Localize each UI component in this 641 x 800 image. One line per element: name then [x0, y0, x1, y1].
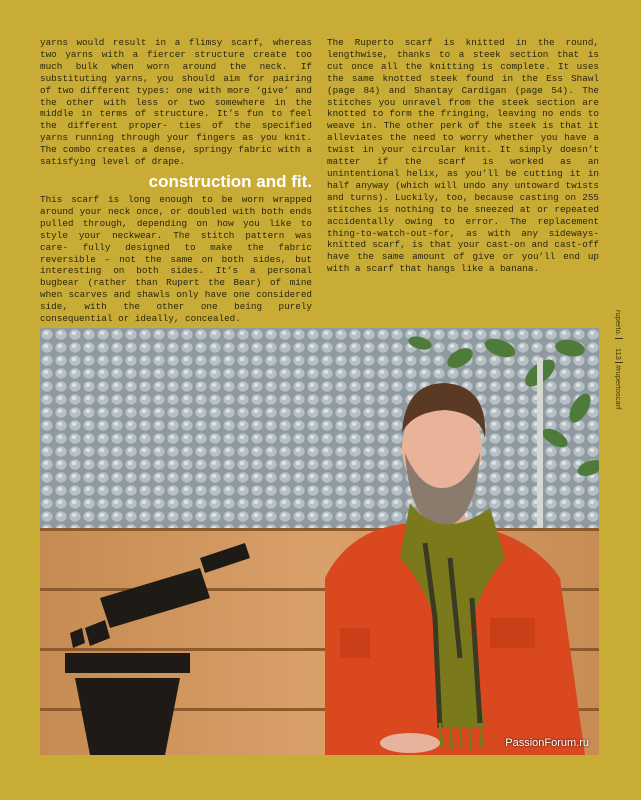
text-line: lengthwise, thanks to a steek section that is: [327, 48, 599, 60]
text-line: springy fabric with a satisfying level of drape.: [40, 144, 312, 168]
text-line: twists and turns). Luckily, too, because: [327, 179, 599, 203]
text-line: you have a twist in your circular knit.: [327, 132, 599, 156]
text-line: not the same on both sides, but interesting on: [40, 253, 312, 277]
wall-pipe: [537, 358, 543, 528]
text-line: ties of the specified yarns running through your: [40, 120, 312, 144]
text-line: with any sideways-knitted scarf, is that your: [327, 227, 599, 251]
page-sidebar: [614, 300, 624, 430]
text-line: cut once all the knitting is complete. It uses: [327, 60, 599, 72]
text-line: The replacement thing-to-watch-out-for, as: [327, 215, 600, 239]
photo-man-in-scarf: [40, 328, 599, 755]
text-line: like a banana.: [460, 263, 540, 275]
text-line: casting on 255 stitches is nothing to be sneezed: [327, 191, 600, 215]
section-heading: construction and fit.: [148, 171, 312, 191]
left-para-1: [40, 37, 312, 168]
text-line: bulk when worn around the neck. If substituting: [40, 60, 312, 84]
text-line: The stitches you unravel from the steek section: [327, 84, 599, 108]
text-line: The Ruperto scarf is knitted in the round,: [327, 37, 599, 48]
sidebar-brand: ruperto.: [614, 310, 623, 336]
text-line: as an unintentional helix, as you’ll be cutting: [327, 156, 599, 179]
text-line: fingers as you knit. The combo creates a dense,: [40, 132, 312, 156]
text-line: at or repeated accidentally owing to error.: [327, 203, 599, 227]
sidebar-divider: [615, 362, 623, 363]
text-line: structure. It’s fun to feel the different proper-: [40, 108, 312, 132]
text-line: give or you’ll end up with a scarf that hangs: [327, 251, 599, 275]
photo-illustration: [40, 328, 599, 755]
text-line: pulled through, depending on how you like to: [40, 217, 312, 229]
text-line: are knotted to form the fringing, leaving no: [327, 96, 599, 120]
sidebar-hashtag: #rupertoscarf: [614, 365, 623, 410]
text-line: both sides. It’s a personal bugbear (rather than: [40, 265, 312, 289]
left-para-2: [40, 194, 312, 325]
text-line: less or two somewhere in the middle in terms of: [40, 96, 312, 120]
bubble-wall: [40, 328, 599, 528]
left-column: [40, 37, 312, 325]
text-line: (page 84) and Shantay Cardigan (page 54).: [327, 84, 574, 96]
text-line: types: one with more ‘give’ and the other with: [40, 84, 312, 108]
sidebar-divider: [615, 338, 623, 339]
text-line: yarns would result in a flimsy scarf, whereas two: [40, 37, 312, 60]
text-line: being purely consequential or ideally, concealed.: [40, 301, 312, 325]
text-line: yarns, you should aim for pairing of two different: [40, 72, 312, 96]
right-column: [327, 37, 599, 275]
text-line: This scarf is long enough to be worn wrapped: [40, 193, 312, 205]
text-line: ends to weave in. The other perk of the steek is: [327, 108, 599, 132]
text-line: the same knotted steek found in the Ess Shawl: [327, 72, 599, 84]
text-line: It simply doesn’t matter if the scarf is worked: [327, 144, 599, 168]
text-line: only have one considered side, with the other one: [40, 289, 312, 313]
text-line: cast-on and cast-off have the same amount of: [327, 239, 599, 263]
text-line: that it alleviates the need to worry whether: [327, 120, 599, 144]
watermark: PassionForum.ru: [505, 737, 589, 749]
page-number: 113: [614, 348, 623, 360]
text-line: style your neckwear. The stitch pattern was care-: [40, 229, 312, 253]
text-line: yarns with a fiercer structure create too much: [40, 48, 312, 72]
text-line: around your neck once, or doubled with both ends: [40, 205, 312, 217]
right-para: [327, 37, 599, 275]
text-line: Rupert the Bear) of mine when scarves and shawls: [40, 277, 312, 301]
text-line: it in half anyway (which will undo any untoward: [327, 167, 599, 191]
text-line: fully designed to make the fabric reversible –: [40, 241, 312, 265]
